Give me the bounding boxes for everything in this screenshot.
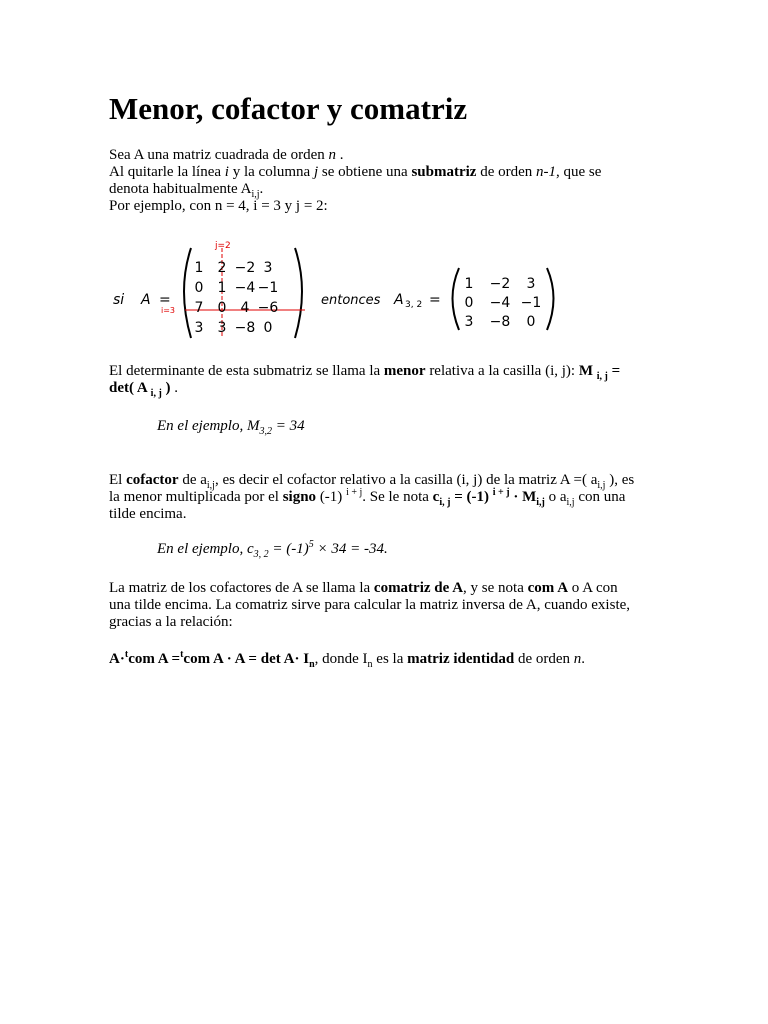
formula-part: com A · A = det A· I	[183, 651, 310, 667]
matrix-a-cell-r3-c4: −6	[257, 300, 279, 316]
page-title: Menor, cofactor y comatriz	[109, 91, 468, 126]
menor-symbol: M	[578, 363, 597, 379]
example-cofactor	[157, 541, 717, 558]
intro-var: n-1	[536, 164, 556, 180]
intro-text: .	[336, 147, 344, 163]
matrix-a-cell-r1-c4: 3	[263, 260, 273, 276]
comatriz-paragraph	[109, 580, 669, 631]
term-com-a: com A	[527, 580, 569, 596]
example-sub: 3,2	[259, 426, 272, 437]
cofactor-text: o a	[544, 489, 567, 505]
formula-sup: t	[124, 649, 129, 660]
formula-text: de orden	[514, 651, 574, 667]
matrix-a-cell-r4-c3: −8	[234, 320, 256, 336]
submatrix-cell-r3-c2: −8	[489, 314, 511, 330]
formula-text: .	[581, 651, 586, 667]
menor-sub: i, j	[596, 371, 608, 382]
cofactor-sup: i + j	[492, 487, 510, 498]
comatriz-text: una tilde encima. La comatriz sirve para calcular la matriz inversa de A, cuando existe,	[109, 597, 631, 613]
menor-text: .	[170, 380, 179, 396]
cofactor-sub: i, j	[439, 497, 451, 508]
formula-sup: t	[180, 649, 184, 660]
matrix-a-cell-r2-c1: 0	[194, 280, 204, 296]
intro-var: j	[313, 164, 319, 180]
term-cofactor: cofactor	[126, 472, 179, 488]
matrix-a-cell-r2-c4: −1	[257, 280, 279, 296]
matrix-a-cell-r2-c2: 1	[217, 280, 227, 296]
intro-text: y la columna	[228, 164, 314, 180]
cofactor-text: con una	[574, 489, 626, 505]
intro-text: se obtiene una	[318, 164, 412, 180]
cofactor-sub: i,j	[536, 497, 545, 508]
menor-sub: i, j	[150, 388, 162, 399]
submatrix	[465, 276, 542, 330]
matrix-a-cell-r1-c2: 2	[217, 260, 227, 276]
fig-si: si	[113, 292, 125, 308]
example-text: En el ejemplo, M	[157, 418, 260, 434]
term-comatriz: comatriz de A	[373, 580, 464, 596]
matrix-a-cell-r4-c4: 0	[263, 320, 273, 336]
cofactor-dot: · M	[509, 489, 537, 505]
intro-paragraph	[109, 147, 669, 215]
fig-eq2: =	[429, 292, 441, 308]
cofactor-text: (-1)	[316, 489, 347, 505]
fig-A: A	[141, 292, 151, 308]
cofactor-sup: i + j	[346, 487, 363, 498]
formula-sub: n	[367, 659, 373, 670]
intro-text: denota habitualmente A	[109, 181, 252, 197]
cofactor-text: de a	[178, 472, 207, 488]
formula-text: es la	[372, 651, 408, 667]
example-sup: 5	[308, 539, 314, 550]
matrix-example-figure	[109, 234, 569, 344]
cofactor-text: tilde encima.	[109, 506, 187, 522]
matrix-a-cell-r1-c3: −2	[234, 260, 256, 276]
example-text: × 34 = -34.	[313, 541, 388, 557]
cofactor-text: . Se le nota	[362, 489, 433, 505]
relation-formula	[109, 651, 669, 668]
matrix-a-cell-r4-c1: 3	[194, 320, 204, 336]
matrix-a-cell-r3-c1: 7	[194, 300, 204, 316]
example-menor	[157, 418, 717, 435]
example-sub: 3, 2	[253, 549, 269, 560]
j-label: j=2	[215, 241, 231, 251]
matrix-a-cell-r1-c1: 1	[194, 260, 204, 276]
fig-A32: A	[394, 292, 404, 308]
menor-det: det( A	[109, 380, 151, 396]
formula-var: n	[573, 651, 582, 667]
intro-text: Al quitarle la línea	[109, 164, 225, 180]
formula-text: , donde I	[314, 651, 368, 667]
cofactor-eq: = (-1)	[450, 489, 493, 505]
term-signo: signo	[282, 489, 317, 505]
comatriz-text: o A con	[568, 580, 618, 596]
cofactor-sub: i,j	[597, 480, 606, 491]
matrix-a	[195, 260, 279, 336]
cofactor-text: , es decir el cofactor relativo a la casilla (i, j) de la matriz A =( a	[214, 472, 598, 488]
submatrix-cell-r2-c3: −1	[520, 295, 542, 311]
formula-part: A·	[109, 651, 125, 667]
cofactor-sub: i,j	[566, 497, 575, 508]
term-matriz-identidad: matriz identidad	[407, 651, 515, 667]
menor-text: El determinante de esta submatriz se llama la	[109, 363, 384, 379]
intro-text: , que se	[556, 164, 602, 180]
fig-eq: =	[159, 292, 171, 308]
submatrix-cell-r3-c1: 3	[464, 314, 474, 330]
matrix-a-right-bracket	[295, 248, 302, 338]
intro-text: de orden	[476, 164, 536, 180]
matrix-a-left-bracket	[184, 248, 191, 338]
i-label: i=3	[161, 306, 176, 315]
cofactor-paragraph	[109, 472, 669, 523]
intro-var: i	[224, 164, 229, 180]
cofactor-sub: i,j	[206, 480, 215, 491]
matrix-a-cell-r3-c2: 0	[217, 300, 227, 316]
matrix-a-cell-r2-c3: −4	[234, 280, 256, 296]
term-menor: menor	[383, 363, 426, 379]
submatrix-cell-r2-c2: −4	[489, 295, 511, 311]
example-text: = (-1)	[268, 541, 309, 557]
matrix-a-cell-r4-c2: 3	[217, 320, 227, 336]
intro-var: n	[328, 147, 336, 163]
term-submatriz: submatriz	[411, 164, 477, 180]
menor-text: relativa a la casilla (i, j):	[425, 363, 579, 379]
menor-paragraph	[109, 363, 669, 397]
submatrix-cell-r1-c3: 3	[526, 276, 536, 292]
menor-close: )	[161, 380, 171, 396]
submatrix-cell-r1-c2: −2	[489, 276, 511, 292]
comatriz-text: gracias a la relación:	[109, 614, 233, 630]
submatrix-cell-r3-c3: 0	[526, 314, 536, 330]
submatrix-cell-r2-c1: 0	[464, 295, 474, 311]
fig-entonces: entonces	[321, 293, 381, 308]
cofactor-text: ), es	[605, 472, 635, 488]
comatriz-text: , y se nota	[463, 580, 528, 596]
cofactor-c: c	[432, 489, 440, 505]
submatrix-left-bracket	[453, 268, 460, 330]
formula-sub: n	[309, 659, 315, 670]
formula-part: com A =	[128, 651, 181, 667]
intro-text: Sea A una matriz cuadrada de orden	[109, 147, 329, 163]
example-text: En el ejemplo, c	[157, 541, 254, 557]
intro-sub: i,j	[251, 189, 260, 200]
intro-text: .	[259, 181, 264, 197]
cofactor-text: la menor multiplicada por el	[109, 489, 283, 505]
matrix-a-cell-r3-c3: 4	[240, 300, 250, 316]
cofactor-text: El	[109, 472, 127, 488]
intro-text: Por ejemplo, con n = 4, i = 3 y j = 2:	[109, 198, 328, 214]
comatriz-text: La matriz de los cofactores de A se llama la	[109, 580, 374, 596]
fig-A32-sub: 3, 2	[405, 300, 423, 310]
submatrix-right-bracket	[547, 268, 554, 330]
example-text: = 34	[271, 418, 305, 434]
menor-eq: =	[607, 363, 621, 379]
submatrix-cell-r1-c1: 1	[464, 276, 474, 292]
